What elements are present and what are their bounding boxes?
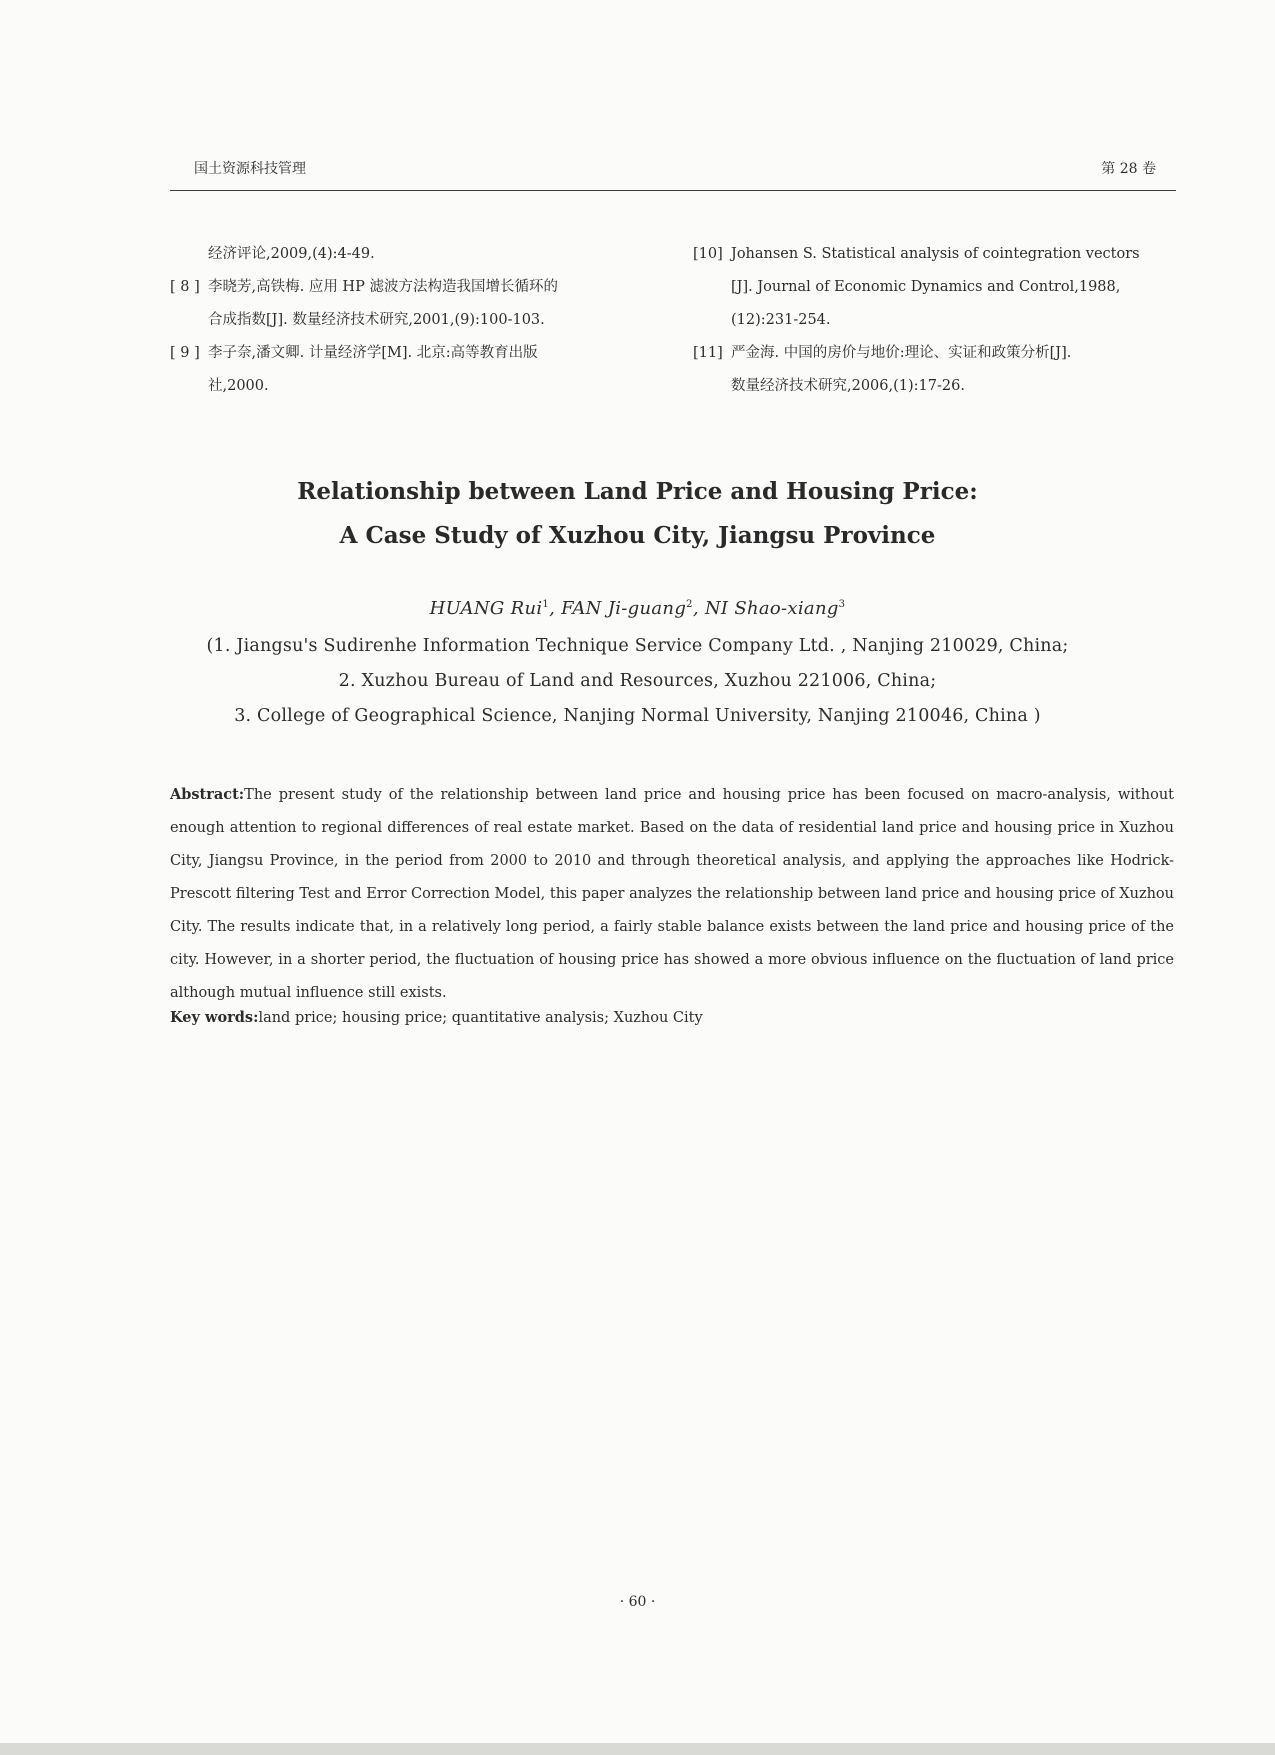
reference-item — [693, 337, 1178, 403]
reference-item — [170, 337, 650, 403]
author-name: FAN Ji-guang — [561, 598, 687, 619]
affiliation-3: 3. College of Geographical Science, Nanjing Normal University, Nanjing 210046, China ) — [234, 706, 1041, 726]
keywords — [170, 1009, 1174, 1026]
references-right-column — [693, 238, 1178, 403]
reference-item — [170, 271, 650, 337]
volume-label: 第 28 卷 — [1101, 161, 1156, 177]
reference-item — [170, 238, 650, 271]
affiliation-1: (1. Jiangsu's Sudirenhe Information Technique Service Company Ltd. , Nanjing 210029, China; — [206, 636, 1069, 656]
abstract-label: Abstract: — [170, 786, 245, 803]
reference-line: 李子奈,潘文卿. 计量经济学[M]. 北京:高等教育出版 — [208, 345, 538, 361]
reference-number: [ 9 ] — [170, 345, 200, 361]
reference-line: (12):231-254. — [731, 312, 831, 328]
scan-edge — [0, 1743, 1275, 1755]
keywords-text: land price; housing price; quantitative analysis; Xuzhou City — [258, 1010, 703, 1026]
reference-line: 经济评论,2009,(4):4-49. — [208, 246, 375, 262]
abstract — [170, 778, 1174, 1010]
page-number: · 60 · — [619, 1594, 656, 1610]
reference-line: 严金海. 中国的房价与地价:理论、实证和政策分析[J]. — [731, 345, 1072, 361]
paper-title-line-2: A Case Study of Xuzhou City, Jiangsu Province — [339, 522, 936, 549]
reference-line: 数量经济技术研究,2006,(1):17-26. — [731, 378, 965, 394]
keywords-label: Key words: — [170, 1009, 259, 1026]
author-name: HUANG Rui — [429, 598, 543, 619]
author-list: HUANG Rui$^1$, FAN Ji-guang$^2$, NI Shao-xiang$^3$ — [429, 598, 846, 619]
reference-number: [11] — [693, 345, 723, 361]
author-name: NI Shao-xiang — [704, 598, 839, 619]
author-affiliation-mark: 1 — [542, 599, 550, 610]
references-left-column — [170, 238, 650, 403]
author-affiliation-mark: 2 — [686, 599, 693, 610]
reference-line: [J]. Journal of Economic Dynamics and Control,1988, — [731, 279, 1121, 295]
reference-line: Johansen S. Statistical analysis of cointegration vectors — [731, 246, 1140, 262]
reference-line: 合成指数[J]. 数量经济技术研究,2001,(9):100-103. — [208, 312, 545, 328]
journal-name: 国土资源科技管理 — [194, 161, 306, 177]
reference-line: 李晓芳,高铁梅. 应用 HP 滤波方法构造我国增长循环的 — [208, 279, 558, 295]
reference-number: [ 8 ] — [170, 279, 200, 295]
running-header — [170, 156, 1176, 191]
affiliation-2: 2. Xuzhou Bureau of Land and Resources, Xuzhou 221006, China; — [338, 671, 937, 691]
abstract-text: The present study of the relationship between land price and housing price has been focused on macro-analysis, without enough attention to regional differences of real estate market. Based on the data of residential land price and housing price in Xuzhou City, Jiangsu Province, in the period from 2000 to 2010 and through theoretical analysis, and applying the approaches like Hodrick-Prescott filtering Test and Error Correction Model, this paper analyzes the relationship between land price and housing price of Xuzhou City. The results indicate that, in a relatively long period, a fairly stable balance exists between the land price and housing price of the city. However, in a shorter period, the fluctuation of housing price has showed a more obvious influence on the fluctuation of land price although mutual influence still exists. — [170, 787, 1174, 1001]
reference-number: [10] — [693, 246, 723, 262]
reference-line: 社,2000. — [208, 378, 269, 394]
paper-title-line-1: Relationship between Land Price and Housing Price: — [297, 478, 978, 505]
reference-item — [693, 238, 1178, 337]
author-affiliation-mark: 3 — [838, 599, 846, 610]
